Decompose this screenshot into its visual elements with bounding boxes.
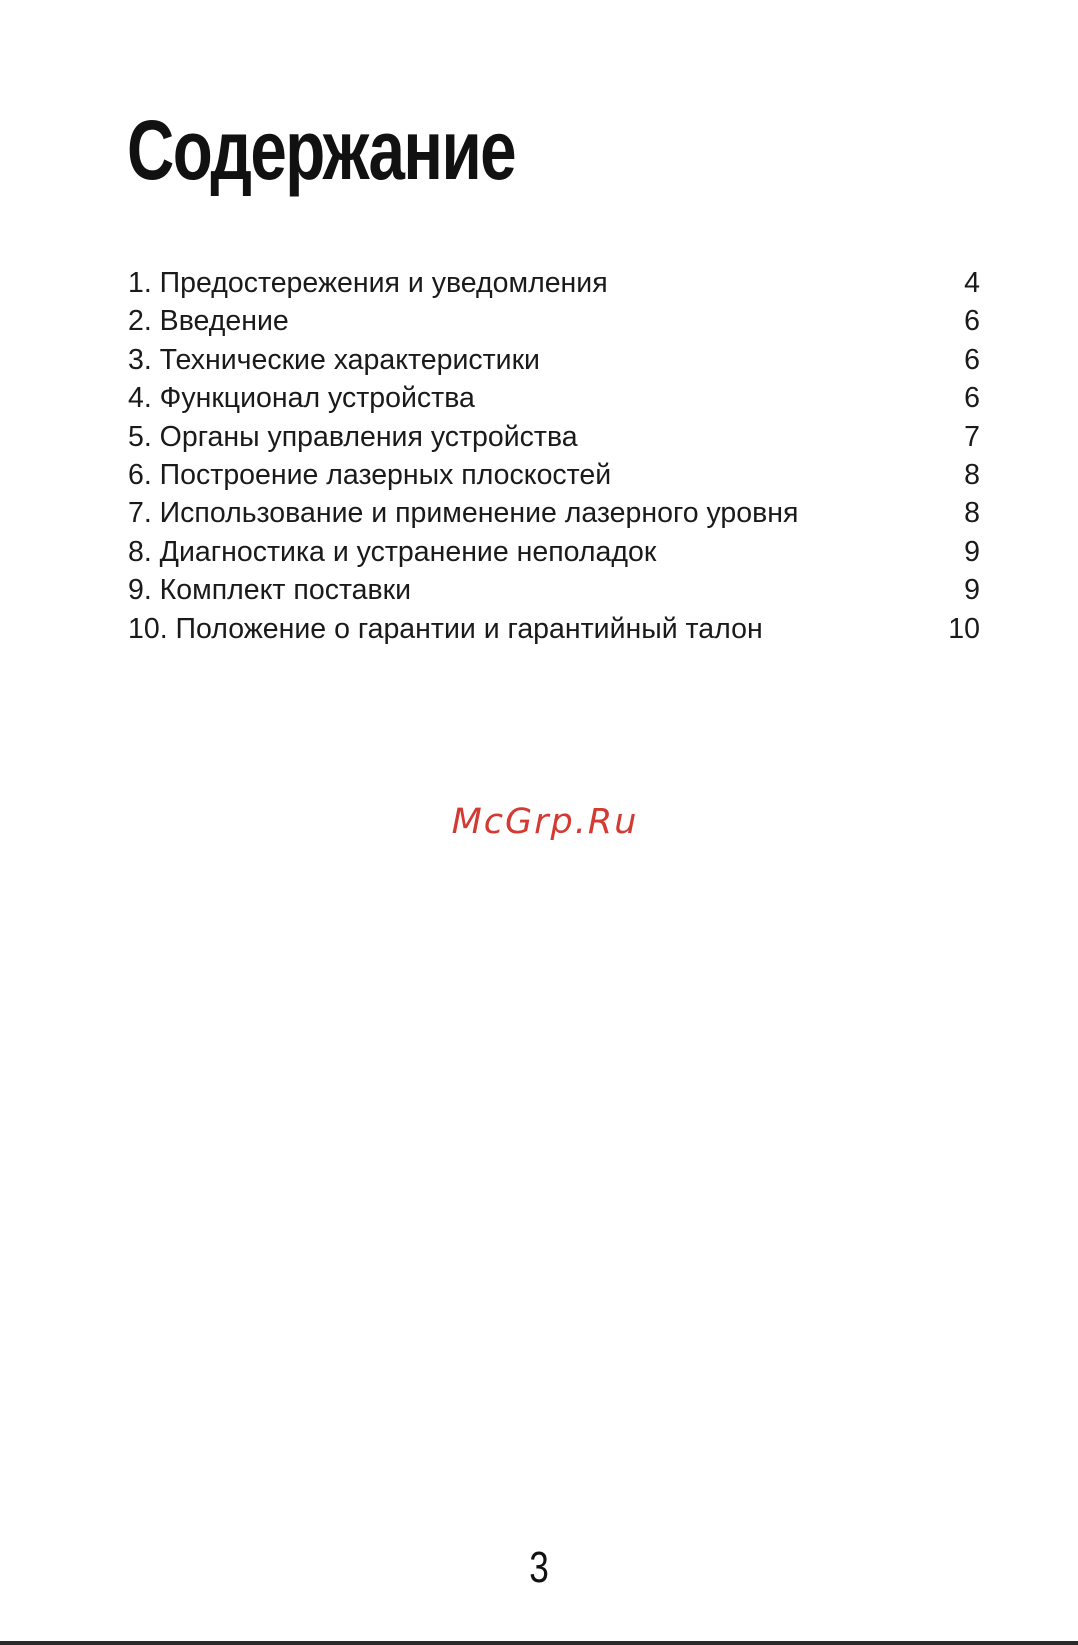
toc-entry-page: 7 [964,420,980,453]
toc-entry[interactable] [128,379,980,417]
toc-entry-label: 2. Введение [128,305,289,338]
watermark: McGrp.Ru [451,802,639,842]
toc-entry-page: 6 [964,343,980,376]
toc-entry[interactable] [128,264,980,302]
toc-entry[interactable] [128,610,980,648]
toc-entry[interactable] [128,418,980,456]
page-number: 3 [529,1543,549,1592]
toc-entry-label: 7. Использование и применение лазерного уровня [128,497,799,530]
bottom-rule [0,1641,1078,1645]
toc-entry[interactable] [128,341,980,379]
table-of-contents [128,264,980,648]
toc-entry[interactable] [128,302,980,340]
toc-entry-label: 4. Функционал устройства [128,382,475,415]
toc-entry[interactable] [128,456,980,494]
page-title: Содержание [127,103,516,197]
toc-entry-label: 9. Комплект поставки [128,574,412,607]
toc-entry-page: 8 [964,458,980,491]
toc-entry-page: 9 [964,574,980,607]
toc-entry[interactable] [128,494,980,532]
toc-entry-label: 10. Положение о гарантии и гарантийный талон [128,612,763,645]
toc-entry[interactable] [128,533,980,571]
toc-entry-label: 8. Диагностика и устранение неполадок [128,535,657,568]
toc-entry-page: 6 [964,382,980,415]
toc-entry-label: 5. Органы управления устройства [128,420,578,453]
toc-entry-page: 4 [964,267,980,299]
toc-entry-page: 9 [964,535,980,568]
toc-entry-page: 6 [964,305,980,338]
toc-entry-page: 8 [964,497,980,530]
toc-entry-label: 1. Предостережения и уведомления [128,267,608,299]
toc-entry-page: 10 [948,612,980,645]
toc-entry-label: 3. Технические характеристики [128,343,540,376]
toc-entry-label: 6. Построение лазерных плоскостей [128,458,612,491]
toc-entry[interactable] [128,571,980,609]
